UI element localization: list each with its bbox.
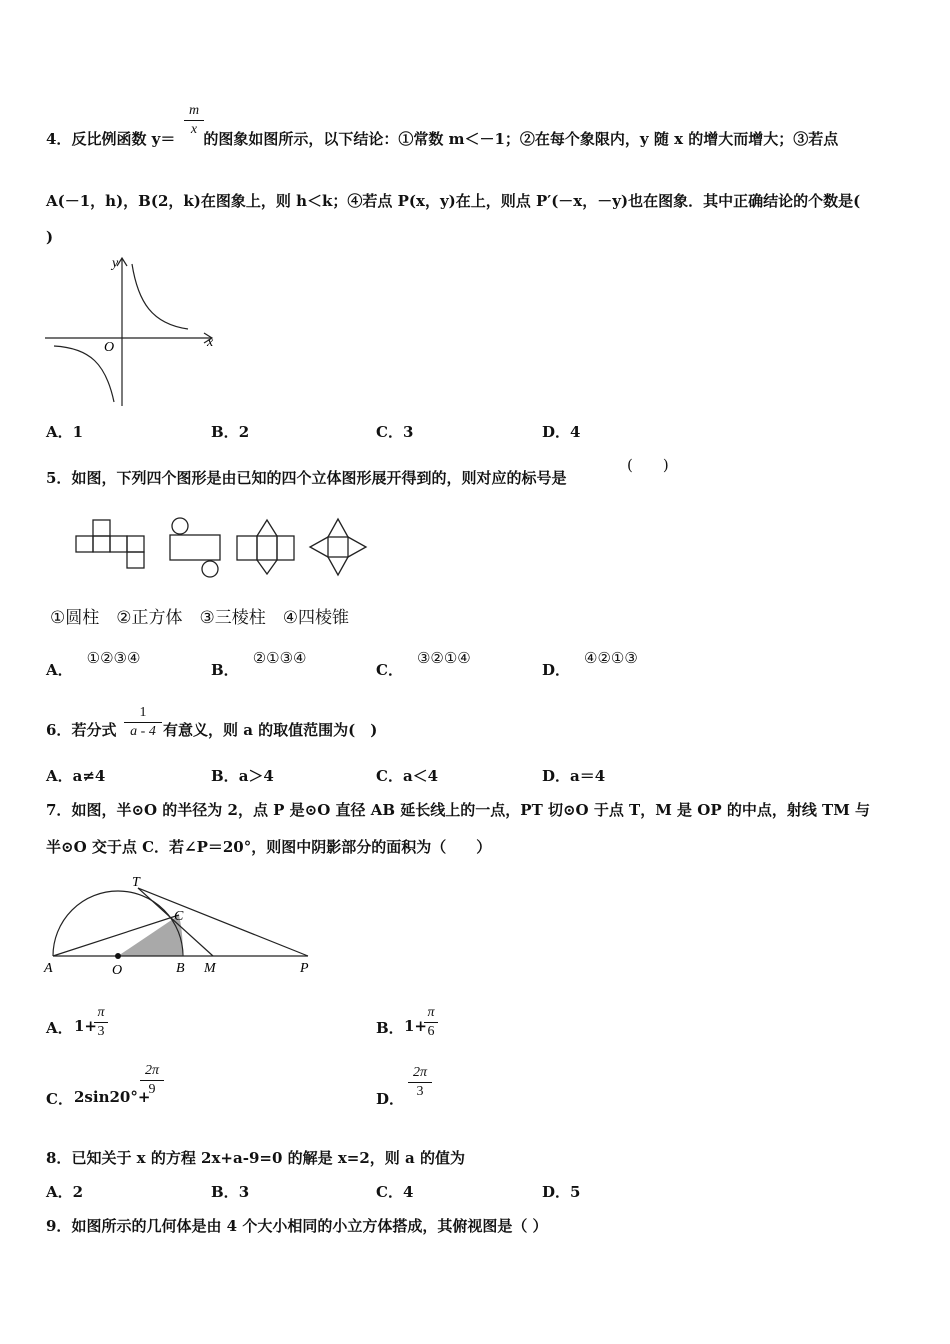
label-P: P (300, 961, 309, 976)
q8-number: 8． (46, 1149, 72, 1167)
label-A: A (44, 961, 53, 976)
q5-text: 如图，下列四个图形是由已知的四个立体图形展开得到的，则对应的标号是 (71, 469, 567, 487)
q4-line1 (46, 128, 838, 149)
q6-option-a[interactable]: A．a≠4 (46, 767, 106, 785)
label-B: B (176, 961, 185, 976)
q6-option-d[interactable]: D．a＝4 (542, 767, 606, 785)
q4-number: 4． (46, 130, 72, 148)
q4-line3: ) (46, 228, 54, 246)
q4-option-d[interactable]: D．4 (542, 423, 581, 441)
q4-option-a[interactable]: A．1 (46, 423, 84, 441)
q8-stem (46, 1147, 465, 1168)
q5-number: 5． (46, 469, 72, 487)
q4-frac-numerator: m (188, 103, 200, 118)
q4-line1-rest: 的图象如图所示，以下结论：①常数 m＜－1；②在每个象限内，y 随 x 的增大而增大；③若点 (203, 130, 839, 148)
q5-answer-paren: ( ) (627, 456, 669, 474)
q5-stem (46, 467, 566, 488)
q8-option-a[interactable]: A．2 (46, 1183, 84, 1201)
q5-nets-figure (70, 512, 380, 582)
q6-fraction (124, 705, 162, 740)
q7-number: 7． (46, 801, 72, 819)
q6-option-b[interactable]: B．a＞4 (211, 767, 274, 785)
q4-hyperbola-graph (40, 252, 230, 412)
net-cylinder (170, 518, 220, 577)
q4-option-b[interactable]: B．2 (211, 423, 250, 441)
q6-frac-numerator: 1 (139, 705, 147, 720)
label-M: M (204, 961, 216, 976)
q7-option-c[interactable]: C． 2sin20°+ 2π 9 (46, 1062, 186, 1110)
q5-shapes-caption: ①圆柱 ②正方体 ③三棱柱 ④四棱锥 (50, 608, 349, 628)
net-triangular-prism (237, 520, 294, 574)
q8-text: 已知关于 x 的方程 2x+a-9=0 的解是 x=2，则 a 的值为 (71, 1149, 465, 1167)
q4-prefix: 反比例函数 y＝ (71, 130, 176, 148)
q6-suffix: 有意义，则 a 的取值范围为( ) (163, 721, 378, 739)
label-O: O (112, 963, 123, 978)
q4-frac-denominator: x (190, 122, 198, 137)
q5-option-a[interactable]: A．①②③④ (46, 649, 141, 679)
q4-origin-label: O (104, 340, 115, 355)
net-square-pyramid (310, 519, 366, 575)
q6-option-c[interactable]: C．a＜4 (376, 767, 439, 785)
q7-line1 (46, 799, 870, 820)
q9-stem (46, 1215, 548, 1236)
q8-option-d[interactable]: D．5 (542, 1183, 581, 1201)
q7-option-a[interactable]: A． 1+ π 3 (46, 1005, 126, 1045)
net-cube (76, 520, 144, 568)
q5-option-b[interactable]: B．②①③④ (211, 649, 307, 679)
q6-number-prefix: 6．若分式 (46, 721, 117, 739)
q5-option-d[interactable]: D．④②①③ (542, 649, 638, 679)
q4-axis-y-label: y (112, 256, 119, 271)
q7-line2: 半⊙O 交于点 C．若∠P＝20°，则图中阴影部分的面积为（ ） (46, 838, 492, 856)
label-C: C (174, 909, 184, 924)
q6-frac-denominator: a - 4 (130, 724, 156, 739)
q8-option-c[interactable]: C．4 (376, 1183, 414, 1201)
q5-option-c[interactable]: C．③②①④ (376, 649, 471, 679)
label-T: T (132, 875, 140, 890)
q9-text: 如图所示的几何体是由 4 个大小相同的小立方体搭成，其俯视图是（ ） (71, 1217, 548, 1235)
q9-number: 9． (46, 1217, 72, 1235)
q7-option-d[interactable]: D． 2π 3 (376, 1062, 456, 1110)
q7-option-b[interactable]: B． 1+ π 6 (376, 1005, 456, 1045)
q4-line2: A(－1，h)，B(2，k)在图象上，则 h＜k；④若点 P(x，y)在上，则点 P′(－x，－y)也在图象．其中正确结论的个数是( (46, 192, 861, 210)
q7-semicircle-figure (40, 870, 325, 980)
q8-option-b[interactable]: B．3 (211, 1183, 250, 1201)
q4-option-c[interactable]: C．3 (376, 423, 414, 441)
q7-line1-text: 如图，半⊙O 的半径为 2，点 P 是⊙O 直径 AB 延长线上的一点，PT 切⊙O 于点 T，M 是 OP 的中点，射线 TM 与 (71, 801, 871, 819)
q4-axis-x-label: x (207, 335, 214, 350)
